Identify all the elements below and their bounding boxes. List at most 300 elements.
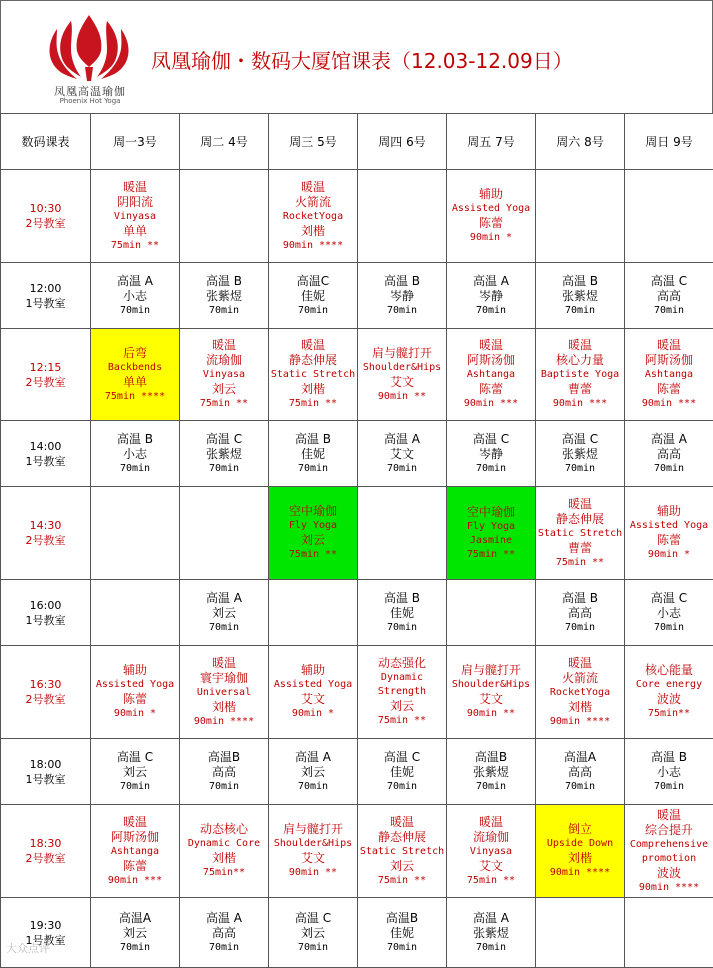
- class-line: 肩与髋打开: [269, 822, 357, 837]
- brand-name-cn: 凤凰高温瑜伽: [45, 83, 135, 99]
- schedule-row: [1, 805, 713, 898]
- time-label: 14:00: [1, 439, 90, 454]
- class-line: RocketYoga: [269, 210, 357, 224]
- room-label: 1号教室: [1, 296, 90, 311]
- class-line: 刘楷: [536, 851, 624, 866]
- class-line: 高温 B: [358, 274, 446, 289]
- class-line: Universal: [180, 686, 268, 700]
- class-line: 90min ***: [447, 397, 535, 411]
- class-line: 暖温: [91, 815, 179, 830]
- class-line: 佳妮: [358, 926, 446, 941]
- class-cell: [625, 421, 713, 487]
- class-cell: [447, 329, 536, 421]
- class-line: 70min: [536, 462, 624, 476]
- class-line: 高温 A: [447, 911, 535, 926]
- class-line: 曹蕾: [536, 382, 624, 397]
- class-line: 高温A: [91, 911, 179, 926]
- class-line: 辅助: [91, 663, 179, 678]
- room-label: 1号教室: [1, 454, 90, 469]
- class-line: RocketYoga: [536, 686, 624, 700]
- class-line: 70min: [91, 780, 179, 794]
- class-line: 曹蕾: [536, 541, 624, 556]
- class-line: 高高: [536, 606, 624, 621]
- schedule-row: [1, 739, 713, 805]
- class-line: 陈蕾: [625, 382, 713, 397]
- class-line: 70min: [536, 780, 624, 794]
- class-cell: [91, 805, 180, 898]
- class-line: 70min: [536, 621, 624, 635]
- class-cell: [536, 263, 625, 329]
- class-line: 暖温: [447, 338, 535, 353]
- time-slot-cell: [1, 739, 91, 805]
- empty-class-cell: [91, 580, 180, 646]
- class-cell: [269, 421, 358, 487]
- class-line: 小志: [91, 289, 179, 304]
- schedule-row: [1, 898, 713, 968]
- class-line: 高温C: [269, 274, 357, 289]
- class-line: 90min *: [447, 231, 535, 245]
- class-line: 刘楷: [180, 851, 268, 866]
- class-cell: [358, 421, 447, 487]
- class-line: 暖温: [625, 338, 713, 353]
- class-cell: [91, 739, 180, 805]
- empty-class-cell: [447, 580, 536, 646]
- class-cell: [447, 739, 536, 805]
- empty-class-cell: [536, 170, 625, 263]
- class-cell: [625, 739, 713, 805]
- class-line: 70min: [625, 462, 713, 476]
- time-slot-cell: [1, 898, 91, 968]
- class-line: 暖温: [180, 656, 268, 671]
- day-header: 周日 9号: [625, 114, 713, 170]
- class-line: 张紫煜: [180, 447, 268, 462]
- class-line: 75min **: [180, 397, 268, 411]
- class-line: 70min: [180, 621, 268, 635]
- class-line: 90min **: [447, 707, 535, 721]
- class-cell: [269, 805, 358, 898]
- class-line: 阴阳流: [91, 195, 179, 210]
- class-line: 高温 A: [91, 274, 179, 289]
- class-line: 75min **: [269, 397, 357, 411]
- class-cell: [269, 487, 358, 580]
- class-line: 动态强化: [358, 656, 446, 671]
- class-line: 70min: [269, 462, 357, 476]
- class-line: 佳妮: [269, 447, 357, 462]
- class-line: 70min: [625, 304, 713, 318]
- class-cell: [536, 580, 625, 646]
- class-line: 70min: [269, 304, 357, 318]
- class-line: Strength: [358, 685, 446, 699]
- class-line: 70min: [269, 941, 357, 955]
- class-line: Fly Yoga: [447, 520, 535, 534]
- class-cell: [358, 646, 447, 739]
- class-cell: [269, 170, 358, 263]
- class-line: 刘云: [91, 765, 179, 780]
- room-label: 2号教室: [1, 692, 90, 707]
- class-line: Shoulder&Hips: [447, 678, 535, 692]
- class-cell: [625, 805, 713, 898]
- class-line: 波波: [625, 866, 713, 881]
- class-line: 火箭流: [536, 671, 624, 686]
- class-line: 70min: [447, 304, 535, 318]
- class-cell: [269, 263, 358, 329]
- class-line: 流瑜伽: [180, 353, 268, 368]
- class-line: 单单: [91, 375, 179, 390]
- class-cell: [447, 170, 536, 263]
- class-line: 暖温: [625, 808, 713, 823]
- class-cell: [269, 898, 358, 968]
- class-cell: [536, 421, 625, 487]
- class-cell: [625, 329, 713, 421]
- class-line: 辅助: [625, 504, 713, 519]
- class-line: 流瑜伽: [447, 830, 535, 845]
- time-label: 16:00: [1, 598, 90, 613]
- class-line: 暖温: [536, 656, 624, 671]
- schedule-table: [0, 113, 713, 968]
- class-line: 90min **: [358, 390, 446, 404]
- time-label: 18:00: [1, 757, 90, 772]
- class-line: 高温 B: [536, 274, 624, 289]
- class-line: 90min ***: [91, 874, 179, 888]
- class-line: 艾文: [358, 447, 446, 462]
- empty-class-cell: [358, 170, 447, 263]
- class-line: Ashtanga: [447, 368, 535, 382]
- schedule-row: [1, 170, 713, 263]
- class-line: 艾文: [269, 851, 357, 866]
- empty-class-cell: [358, 487, 447, 580]
- class-line: 高温 C: [358, 750, 446, 765]
- class-line: Shoulder&Hips: [269, 837, 357, 851]
- class-line: Assisted Yoga: [91, 678, 179, 692]
- class-line: 高温 C: [625, 274, 713, 289]
- class-line: Comprehensive: [625, 838, 713, 852]
- empty-class-cell: [180, 487, 269, 580]
- class-line: Static Stretch: [358, 845, 446, 859]
- class-line: 岑静: [447, 447, 535, 462]
- class-cell: [358, 898, 447, 968]
- class-cell: [180, 421, 269, 487]
- class-cell: [358, 739, 447, 805]
- class-line: 高温 B: [625, 750, 713, 765]
- day-header: 周一3号: [91, 114, 180, 170]
- class-cell: [180, 898, 269, 968]
- class-line: 70min: [180, 780, 268, 794]
- class-cell: [447, 263, 536, 329]
- class-cell: [536, 329, 625, 421]
- empty-class-cell: [269, 580, 358, 646]
- class-line: 静态伸展: [358, 830, 446, 845]
- class-line: Assisted Yoga: [447, 202, 535, 216]
- class-line: 张紫煜: [536, 447, 624, 462]
- class-line: 75min **: [447, 548, 535, 562]
- room-label: 2号教室: [1, 375, 90, 390]
- class-line: 岑静: [447, 289, 535, 304]
- class-line: 小志: [625, 765, 713, 780]
- class-line: 90min *: [269, 707, 357, 721]
- class-line: 佳妮: [358, 606, 446, 621]
- class-line: 暖温: [536, 497, 624, 512]
- time-slot-cell: [1, 170, 91, 263]
- class-line: Ashtanga: [625, 368, 713, 382]
- class-cell: [447, 646, 536, 739]
- class-cell: [269, 739, 358, 805]
- class-line: 70min: [536, 304, 624, 318]
- time-slot-cell: [1, 263, 91, 329]
- time-slot-cell: [1, 329, 91, 421]
- class-line: 暖温: [536, 338, 624, 353]
- class-line: 暖温: [447, 815, 535, 830]
- class-line: 高温B: [180, 750, 268, 765]
- class-line: Shoulder&Hips: [358, 361, 446, 375]
- class-line: 刘云: [269, 533, 357, 548]
- class-line: 动态核心: [180, 822, 268, 837]
- class-line: Upside Down: [536, 837, 624, 851]
- time-label: 16:30: [1, 677, 90, 692]
- class-line: 70min: [625, 621, 713, 635]
- class-line: 辅助: [269, 663, 357, 678]
- class-line: 刘云: [358, 699, 446, 714]
- class-line: 静态伸展: [269, 353, 357, 368]
- class-cell: [536, 739, 625, 805]
- class-line: Dynamic Core: [180, 837, 268, 851]
- class-line: 张紫煜: [447, 926, 535, 941]
- class-line: 70min: [91, 941, 179, 955]
- time-slot-cell: [1, 421, 91, 487]
- class-line: 高温 A: [180, 911, 268, 926]
- class-cell: [358, 580, 447, 646]
- class-line: Backbends: [91, 361, 179, 375]
- class-line: 90min ****: [269, 239, 357, 253]
- time-slot-cell: [1, 646, 91, 739]
- class-cell: [269, 329, 358, 421]
- class-line: 90min *: [625, 548, 713, 562]
- watermark: 大众点评: [6, 940, 50, 956]
- class-line: 单单: [91, 224, 179, 239]
- class-cell: [180, 739, 269, 805]
- class-line: 刘楷: [269, 382, 357, 397]
- time-label: 10:30: [1, 201, 90, 216]
- class-cell: [358, 263, 447, 329]
- class-line: 高高: [625, 289, 713, 304]
- class-line: 70min: [358, 941, 446, 955]
- class-line: 张紫煜: [536, 289, 624, 304]
- class-cell: [180, 646, 269, 739]
- class-line: 小志: [91, 447, 179, 462]
- class-line: Vinyasa: [447, 845, 535, 859]
- class-cell: [536, 805, 625, 898]
- day-header: 周二 4号: [180, 114, 269, 170]
- class-line: 刘楷: [269, 224, 357, 239]
- class-line: 70min: [358, 621, 446, 635]
- class-line: 高温 C: [269, 911, 357, 926]
- class-line: 高温 C: [625, 591, 713, 606]
- time-label: 19:30: [1, 918, 90, 933]
- class-line: 静态伸展: [536, 512, 624, 527]
- day-header: 周六 8号: [536, 114, 625, 170]
- class-cell: [180, 263, 269, 329]
- class-cell: [447, 487, 536, 580]
- class-line: 火箭流: [269, 195, 357, 210]
- day-header: 周五 7号: [447, 114, 536, 170]
- class-line: 70min: [625, 780, 713, 794]
- class-line: Fly Yoga: [269, 519, 357, 533]
- class-cell: [180, 580, 269, 646]
- room-label: 2号教室: [1, 533, 90, 548]
- class-line: promotion: [625, 852, 713, 866]
- class-line: 70min: [447, 462, 535, 476]
- schedule-body: [1, 170, 713, 968]
- class-cell: [536, 487, 625, 580]
- class-line: Dynamic: [358, 671, 446, 685]
- class-line: 刘云: [358, 859, 446, 874]
- class-line: Assisted Yoga: [269, 678, 357, 692]
- class-line: 暖温: [180, 338, 268, 353]
- empty-class-cell: [180, 170, 269, 263]
- class-line: 高温 A: [180, 591, 268, 606]
- time-slot-cell: [1, 580, 91, 646]
- class-line: 倒立: [536, 822, 624, 837]
- class-line: 佳妮: [358, 765, 446, 780]
- empty-class-cell: [536, 898, 625, 968]
- day-header-row: [1, 114, 713, 170]
- class-cell: [91, 329, 180, 421]
- schedule-row: [1, 329, 713, 421]
- class-line: 阿斯汤伽: [91, 830, 179, 845]
- class-line: 70min: [447, 941, 535, 955]
- class-line: Jasmine: [447, 534, 535, 548]
- time-label: 12:15: [1, 360, 90, 375]
- class-cell: [91, 646, 180, 739]
- class-line: 90min ****: [625, 881, 713, 895]
- time-label: 12:00: [1, 281, 90, 296]
- class-line: 佳妮: [269, 289, 357, 304]
- class-line: 刘云: [91, 926, 179, 941]
- class-line: 艾文: [447, 692, 535, 707]
- class-line: 核心力量: [536, 353, 624, 368]
- class-line: 肩与髋打开: [358, 346, 446, 361]
- class-line: 辅助: [447, 187, 535, 202]
- schedule-row: [1, 421, 713, 487]
- class-line: 陈蕾: [625, 533, 713, 548]
- class-line: 高温 C: [91, 750, 179, 765]
- class-cell: [625, 580, 713, 646]
- class-cell: [269, 646, 358, 739]
- class-line: Baptiste Yoga: [536, 368, 624, 382]
- class-line: 高温 A: [447, 274, 535, 289]
- class-line: 90min ***: [625, 397, 713, 411]
- class-cell: [625, 646, 713, 739]
- class-line: 岑静: [358, 289, 446, 304]
- class-line: 刘云: [269, 765, 357, 780]
- class-line: 75min **: [358, 714, 446, 728]
- class-cell: [447, 898, 536, 968]
- class-line: 90min ****: [180, 715, 268, 729]
- class-line: 高高: [536, 765, 624, 780]
- class-line: 寰宇瑜伽: [180, 671, 268, 686]
- time-slot-cell: [1, 487, 91, 580]
- class-line: 刘云: [180, 382, 268, 397]
- class-line: 阿斯汤伽: [625, 353, 713, 368]
- class-line: 75min **: [269, 548, 357, 562]
- page-title: 凤凰瑜伽・数码大厦馆课表（12.03-12.09日）: [151, 45, 573, 74]
- class-cell: [536, 646, 625, 739]
- class-line: 75min**: [180, 866, 268, 880]
- class-cell: [91, 421, 180, 487]
- corner-label: 数码课表: [1, 114, 91, 170]
- room-label: 2号教室: [1, 851, 90, 866]
- class-line: 刘云: [269, 926, 357, 941]
- class-line: 刘楷: [536, 700, 624, 715]
- class-cell: [447, 421, 536, 487]
- class-line: 刘楷: [180, 700, 268, 715]
- class-line: 高温 B: [91, 432, 179, 447]
- class-line: 高温 A: [269, 750, 357, 765]
- class-line: 70min: [269, 780, 357, 794]
- day-header: 周三 5号: [269, 114, 358, 170]
- class-line: 70min: [180, 304, 268, 318]
- class-line: Ashtanga: [91, 845, 179, 859]
- class-line: 后弯: [91, 346, 179, 361]
- class-line: 高高: [180, 765, 268, 780]
- class-line: Static Stretch: [536, 527, 624, 541]
- class-line: 肩与髋打开: [447, 663, 535, 678]
- class-line: Core energy: [625, 678, 713, 692]
- class-cell: [625, 263, 713, 329]
- class-cell: [91, 263, 180, 329]
- room-label: 1号教室: [1, 613, 90, 628]
- brand-name-en: Phoenix Hot Yoga: [45, 97, 135, 105]
- class-line: 空中瑜伽: [269, 504, 357, 519]
- class-line: 空中瑜伽: [447, 505, 535, 520]
- class-line: 75min **: [358, 874, 446, 888]
- class-line: 75min ****: [91, 390, 179, 404]
- class-line: 暖温: [358, 815, 446, 830]
- class-line: 75min **: [91, 239, 179, 253]
- class-cell: [91, 898, 180, 968]
- class-cell: [91, 170, 180, 263]
- class-line: 70min: [358, 304, 446, 318]
- class-line: 阿斯汤伽: [447, 353, 535, 368]
- class-line: 90min ***: [536, 397, 624, 411]
- class-line: 75min**: [625, 707, 713, 721]
- class-line: Static Stretch: [269, 368, 357, 382]
- schedule-row: [1, 580, 713, 646]
- class-line: 张紫煜: [180, 289, 268, 304]
- class-line: 艾文: [269, 692, 357, 707]
- empty-class-cell: [91, 487, 180, 580]
- class-line: 高高: [180, 926, 268, 941]
- class-line: 高高: [625, 447, 713, 462]
- time-slot-cell: [1, 805, 91, 898]
- class-line: 艾文: [447, 859, 535, 874]
- class-line: Vinyasa: [180, 368, 268, 382]
- class-line: 75min **: [447, 874, 535, 888]
- room-label: 1号教室: [1, 772, 90, 787]
- class-line: 暖温: [269, 338, 357, 353]
- class-line: 高温B: [447, 750, 535, 765]
- class-line: 90min **: [269, 866, 357, 880]
- schedule-row: [1, 646, 713, 739]
- class-cell: [358, 805, 447, 898]
- class-line: 高温 B: [536, 591, 624, 606]
- empty-class-cell: [625, 898, 713, 968]
- class-line: 70min: [447, 780, 535, 794]
- class-line: 高温A: [536, 750, 624, 765]
- class-line: 陈蕾: [447, 382, 535, 397]
- class-cell: [447, 805, 536, 898]
- time-label: 14:30: [1, 518, 90, 533]
- class-line: 高温B: [358, 911, 446, 926]
